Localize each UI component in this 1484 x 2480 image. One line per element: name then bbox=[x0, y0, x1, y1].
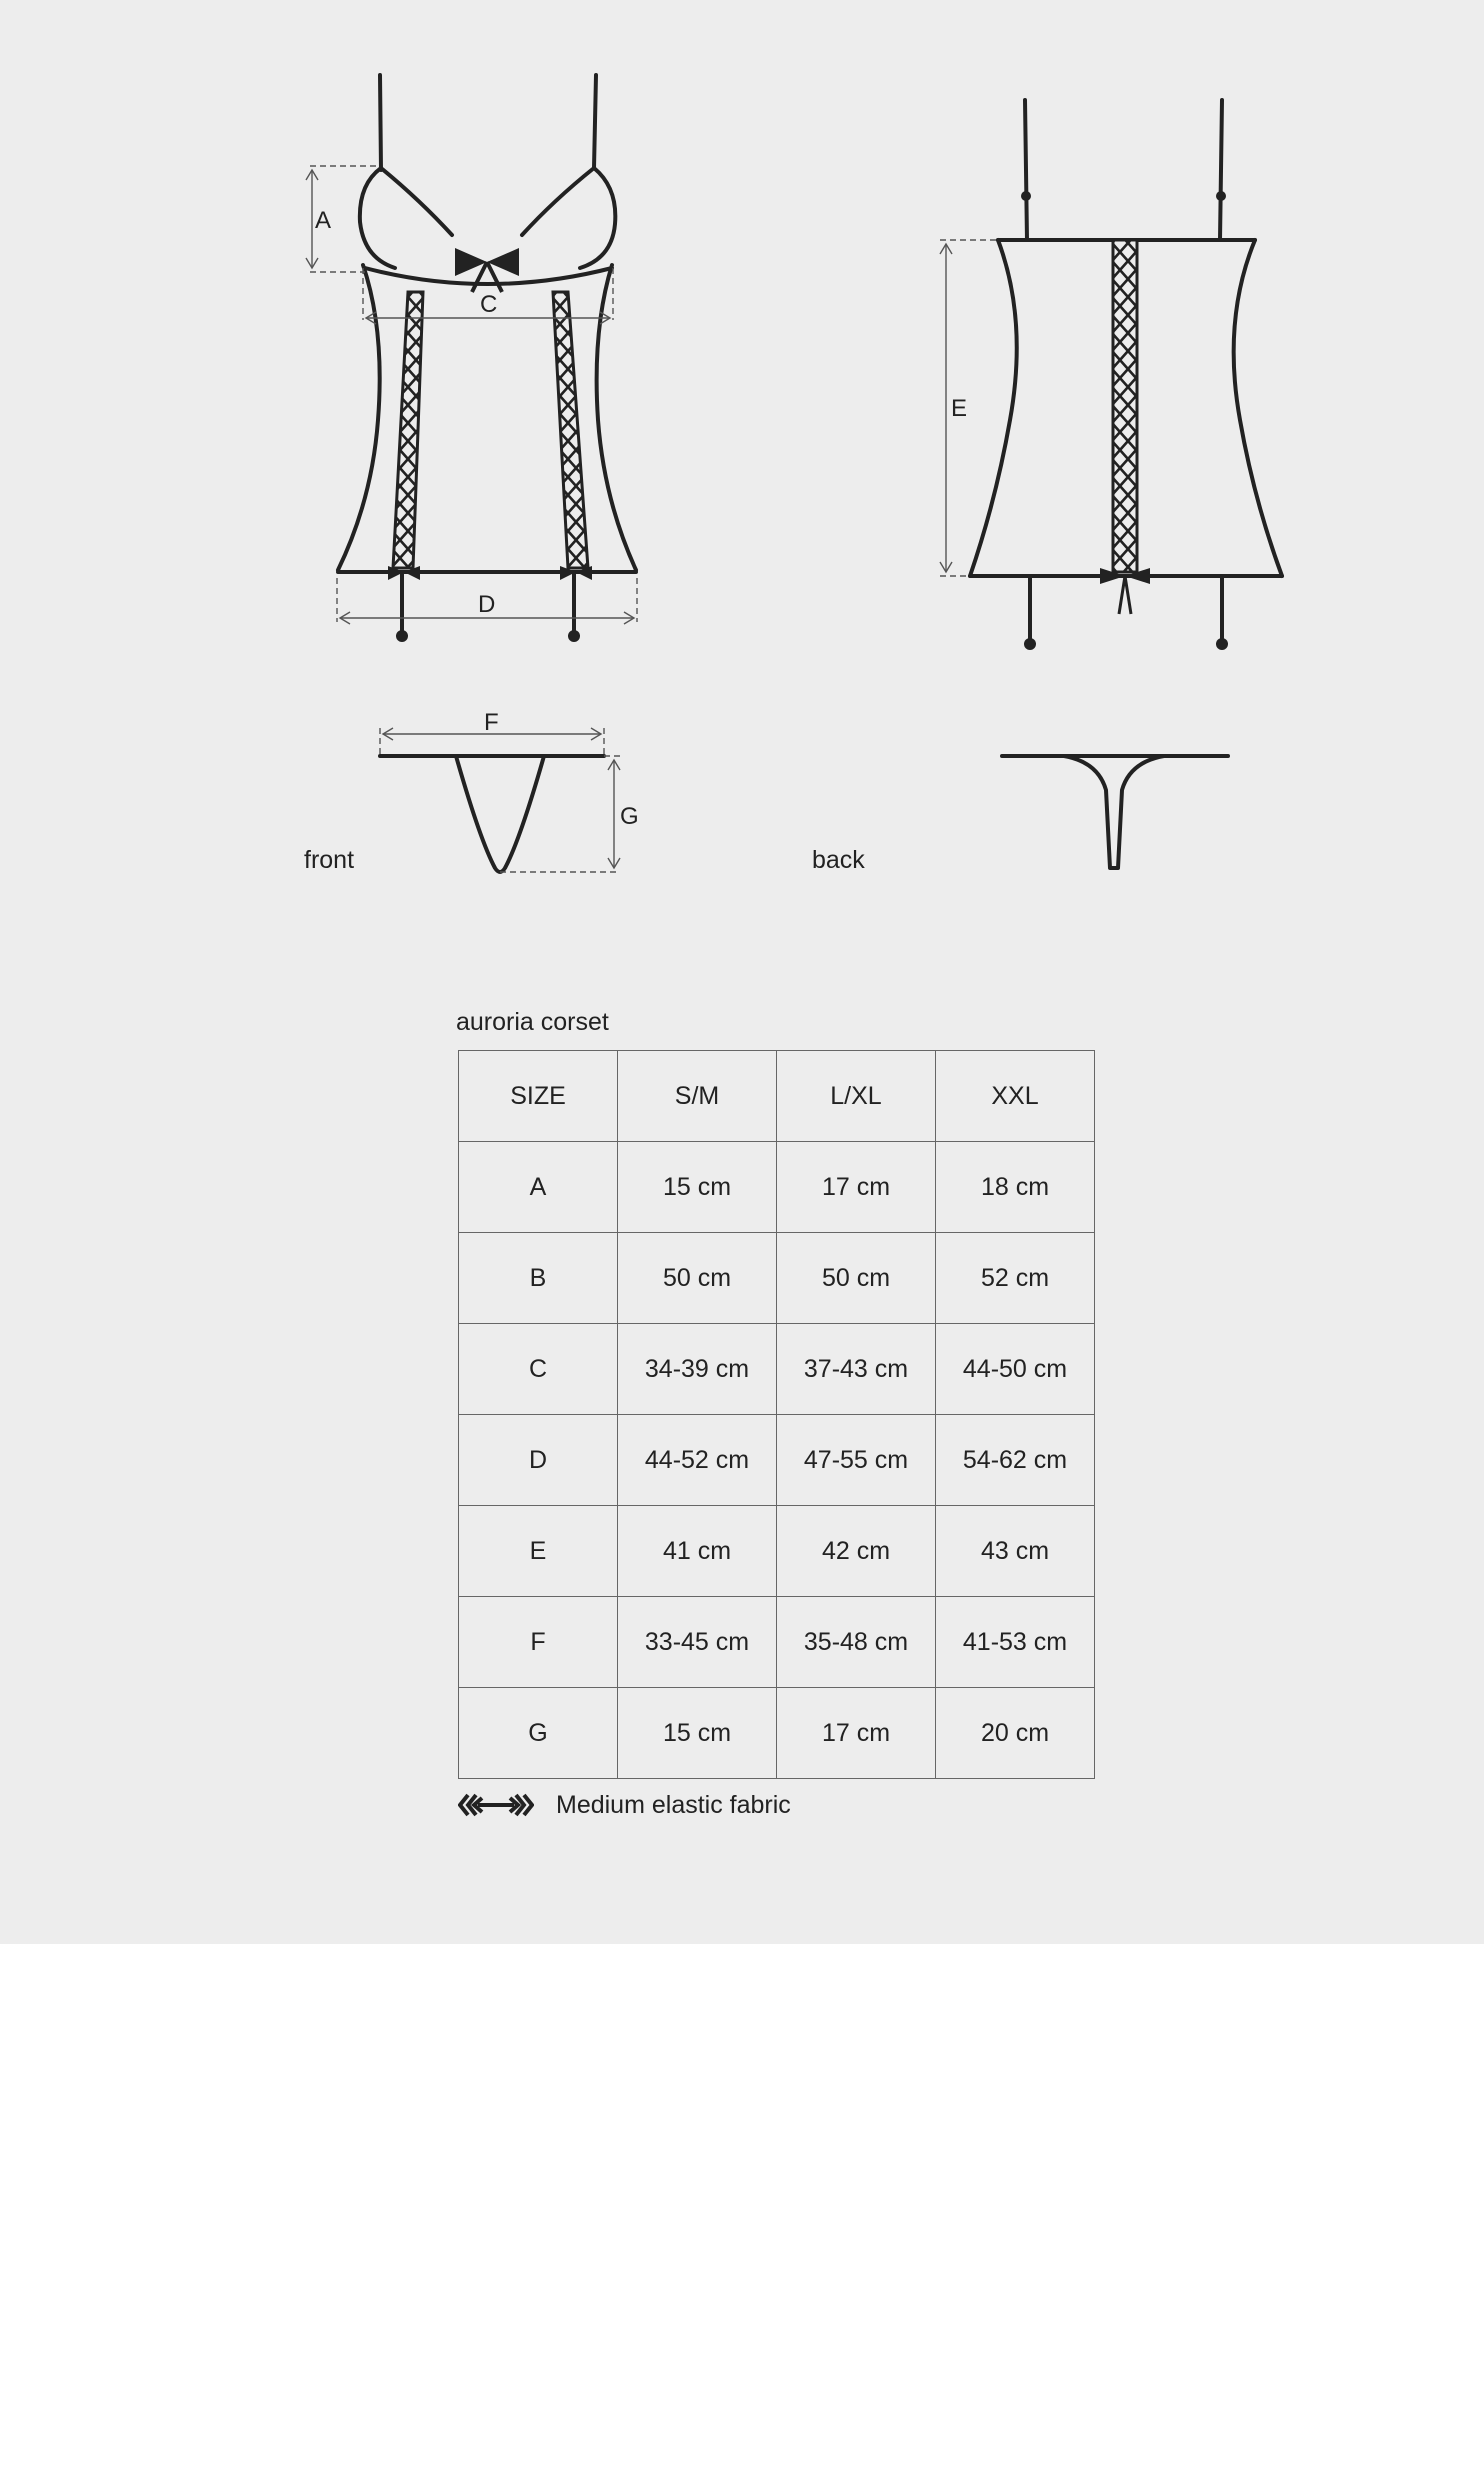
table-cell: 52 cm bbox=[936, 1233, 1095, 1324]
table-row bbox=[459, 1597, 1095, 1688]
label-c: C bbox=[480, 291, 498, 318]
table-cell: 41 cm bbox=[618, 1506, 777, 1597]
table-header: SIZE bbox=[459, 1051, 618, 1142]
back-measurements bbox=[940, 240, 998, 576]
table-cell: 43 cm bbox=[936, 1506, 1095, 1597]
table-cell: 20 cm bbox=[936, 1688, 1095, 1779]
table-cell: 15 cm bbox=[618, 1142, 777, 1233]
table-cell: 34-39 cm bbox=[618, 1324, 777, 1415]
label-d: D bbox=[478, 591, 496, 618]
table-cell: C bbox=[459, 1324, 618, 1415]
fabric-note bbox=[458, 1790, 791, 1820]
table-cell: 47-55 cm bbox=[777, 1415, 936, 1506]
caption-front: front bbox=[304, 846, 355, 874]
table-cell: 44-52 cm bbox=[618, 1415, 777, 1506]
back-corset bbox=[970, 100, 1282, 650]
table-cell: A bbox=[459, 1142, 618, 1233]
back-thong bbox=[1002, 756, 1228, 868]
table-cell: 44-50 cm bbox=[936, 1324, 1095, 1415]
label-a: A bbox=[315, 207, 332, 234]
table-cell: 17 cm bbox=[777, 1688, 936, 1779]
front-corset bbox=[338, 75, 636, 642]
table-cell: 15 cm bbox=[618, 1688, 777, 1779]
elastic-arrows-icon bbox=[458, 1792, 534, 1818]
table-cell: D bbox=[459, 1415, 618, 1506]
table-cell: 50 cm bbox=[618, 1233, 777, 1324]
table-cell: G bbox=[459, 1688, 618, 1779]
table-header: L/XL bbox=[777, 1051, 936, 1142]
fabric-text: Medium elastic fabric bbox=[556, 1790, 791, 1819]
table-cell: F bbox=[459, 1597, 618, 1688]
table-header-row bbox=[459, 1051, 1095, 1142]
table-cell: 17 cm bbox=[777, 1142, 936, 1233]
table-cell: 37-43 cm bbox=[777, 1324, 936, 1415]
caption-back: back bbox=[812, 846, 865, 874]
table-row bbox=[459, 1233, 1095, 1324]
front-thong bbox=[380, 709, 639, 872]
label-g: G bbox=[620, 803, 639, 830]
label-e: E bbox=[951, 395, 968, 422]
table-cell: 50 cm bbox=[777, 1233, 936, 1324]
table-cell: 42 cm bbox=[777, 1506, 936, 1597]
table-cell: 35-48 cm bbox=[777, 1597, 936, 1688]
table-cell: 54-62 cm bbox=[936, 1415, 1095, 1506]
table-row bbox=[459, 1415, 1095, 1506]
table-header: S/M bbox=[618, 1051, 777, 1142]
table-row bbox=[459, 1506, 1095, 1597]
table-cell: 41-53 cm bbox=[936, 1597, 1095, 1688]
table-row bbox=[459, 1324, 1095, 1415]
table-cell: 33-45 cm bbox=[618, 1597, 777, 1688]
size-table bbox=[458, 1050, 1095, 1779]
table-cell: E bbox=[459, 1506, 618, 1597]
table-row bbox=[459, 1688, 1095, 1779]
label-f: F bbox=[484, 709, 499, 736]
table-cell: B bbox=[459, 1233, 618, 1324]
table-header: XXL bbox=[936, 1051, 1095, 1142]
table-cell: 18 cm bbox=[936, 1142, 1095, 1233]
table-title: auroria corset bbox=[456, 1008, 609, 1036]
table-row bbox=[459, 1142, 1095, 1233]
